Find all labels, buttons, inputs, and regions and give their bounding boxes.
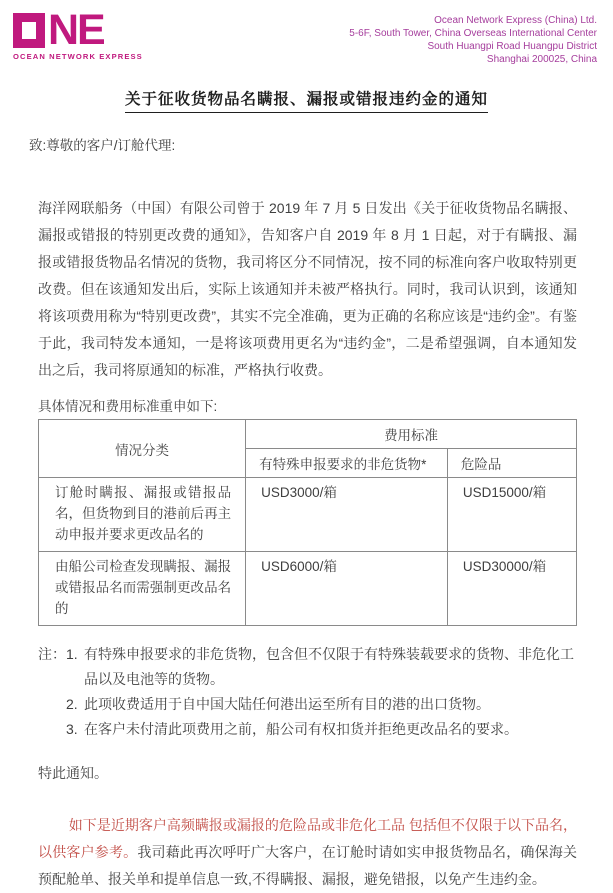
red-warning-text: 如下是近期客户高频瞒报或漏报的危险品或非危化工品 包括但不仅限于以下品名，以供客户参考。 bbox=[38, 817, 577, 860]
address-line-2: 5-6F, South Tower, China Overseas International Center bbox=[349, 28, 597, 39]
title-row bbox=[0, 87, 613, 113]
one-logo bbox=[13, 6, 143, 61]
note-item-2 bbox=[66, 692, 577, 717]
address-line-3: South Huangpi Road Huangpu District bbox=[427, 41, 597, 52]
note-item-1 bbox=[66, 642, 577, 692]
case-cell: 由船公司检查发现瞒报、漏报或错报品名而需强制更改品名的 bbox=[39, 552, 246, 626]
fee-column-header: 费用标准 bbox=[246, 420, 577, 449]
note-text: 在客户未付清此项费用之前，船公司有权扣货并拒绝更改品名的要求。 bbox=[84, 721, 518, 737]
notes-label: 注： bbox=[38, 646, 66, 662]
note-number: 2. bbox=[66, 696, 78, 712]
table-row bbox=[39, 552, 577, 626]
body-paragraph: 海洋网联船务（中国）有限公司曾于 2019 年 7 月 5 日发出《关于征收货物品名瞒报、漏报或错报的特别更改费的通知》，告知客户自 2019 年 8 月 1 日起，对于有瞒报、漏报或错报货物品名情况的货物，我司将区分不同情况，按不同的标准向客户收取特别更改费。但在该通知发出后，实际上该通知并未被严格执行。同时，我司认识到，该通知将该项费用称为“特别更改费”，其实不完全准确，更为正确的名称应该是“违约金”。有鉴于此，我司特发本通知，一是将该项费用更名为“违约金”，二是希望强调，自本通知发出之后，我司将原通知的标准，严格执行收费。 bbox=[38, 200, 577, 378]
table-header-row-1 bbox=[39, 420, 577, 449]
one-logo-wordmark bbox=[13, 6, 143, 54]
notice-title: 关于征收货物品名瞒报、漏报或错报违约金的通知 bbox=[125, 87, 488, 113]
note-number: 3. bbox=[66, 721, 78, 737]
final-paragraph bbox=[38, 812, 577, 893]
salutation: 致:尊敬的客户/订舱代理: bbox=[29, 138, 176, 153]
dg-fee-cell: USD15000/箱 bbox=[447, 478, 576, 552]
table-row bbox=[39, 478, 577, 552]
notice-body bbox=[0, 134, 613, 893]
note-text: 此项收费适用于自中国大陆任何港出运至所有目的港的出口货物。 bbox=[84, 696, 490, 712]
one-logo-ne-text: NE bbox=[48, 6, 104, 54]
note-number: 1. bbox=[66, 646, 78, 662]
notes-list bbox=[66, 642, 577, 742]
one-logo-tagline: OCEAN NETWORK EXPRESS bbox=[13, 52, 143, 61]
notes-section bbox=[38, 642, 577, 742]
fee-table bbox=[38, 419, 577, 626]
case-column-header: 情况分类 bbox=[39, 420, 246, 478]
case-cell: 订舱时瞒报、漏报或错报品名，但货物到目的港前后再主动申报并要求更改品名的 bbox=[39, 478, 246, 552]
note-text: 有特殊申报要求的非危货物，包含但不仅限于有特殊装载要求的货物、非危化工品以及电池等的货物。 bbox=[84, 646, 574, 687]
dg-column-header: 危险品 bbox=[447, 449, 576, 478]
one-logo-o-icon bbox=[13, 13, 45, 48]
closing-statement: 特此通知。 bbox=[38, 765, 108, 781]
table-intro: 具体情况和费用标准重申如下: bbox=[38, 399, 218, 414]
non-dg-column-header: 有特殊申报要求的非危货物* bbox=[246, 449, 448, 478]
address-line-1: Ocean Network Express (China) Ltd. bbox=[434, 15, 597, 26]
non-dg-fee-cell: USD3000/箱 bbox=[246, 478, 448, 552]
note-item-3 bbox=[66, 717, 577, 742]
company-address bbox=[349, 14, 597, 66]
final-appeal-text: 我司藉此再次呼吁广大客户，在订舱时请如实申报货物品名，确保海关预配舱单、报关单和提单信息一致,不得瞒报、漏报，避免错报，以免产生违约金。 bbox=[38, 844, 578, 887]
non-dg-fee-cell: USD6000/箱 bbox=[246, 552, 448, 626]
address-line-4: Shanghai 200025, China bbox=[486, 54, 597, 65]
dg-fee-cell: USD30000/箱 bbox=[447, 552, 576, 626]
letterhead bbox=[0, 0, 613, 75]
